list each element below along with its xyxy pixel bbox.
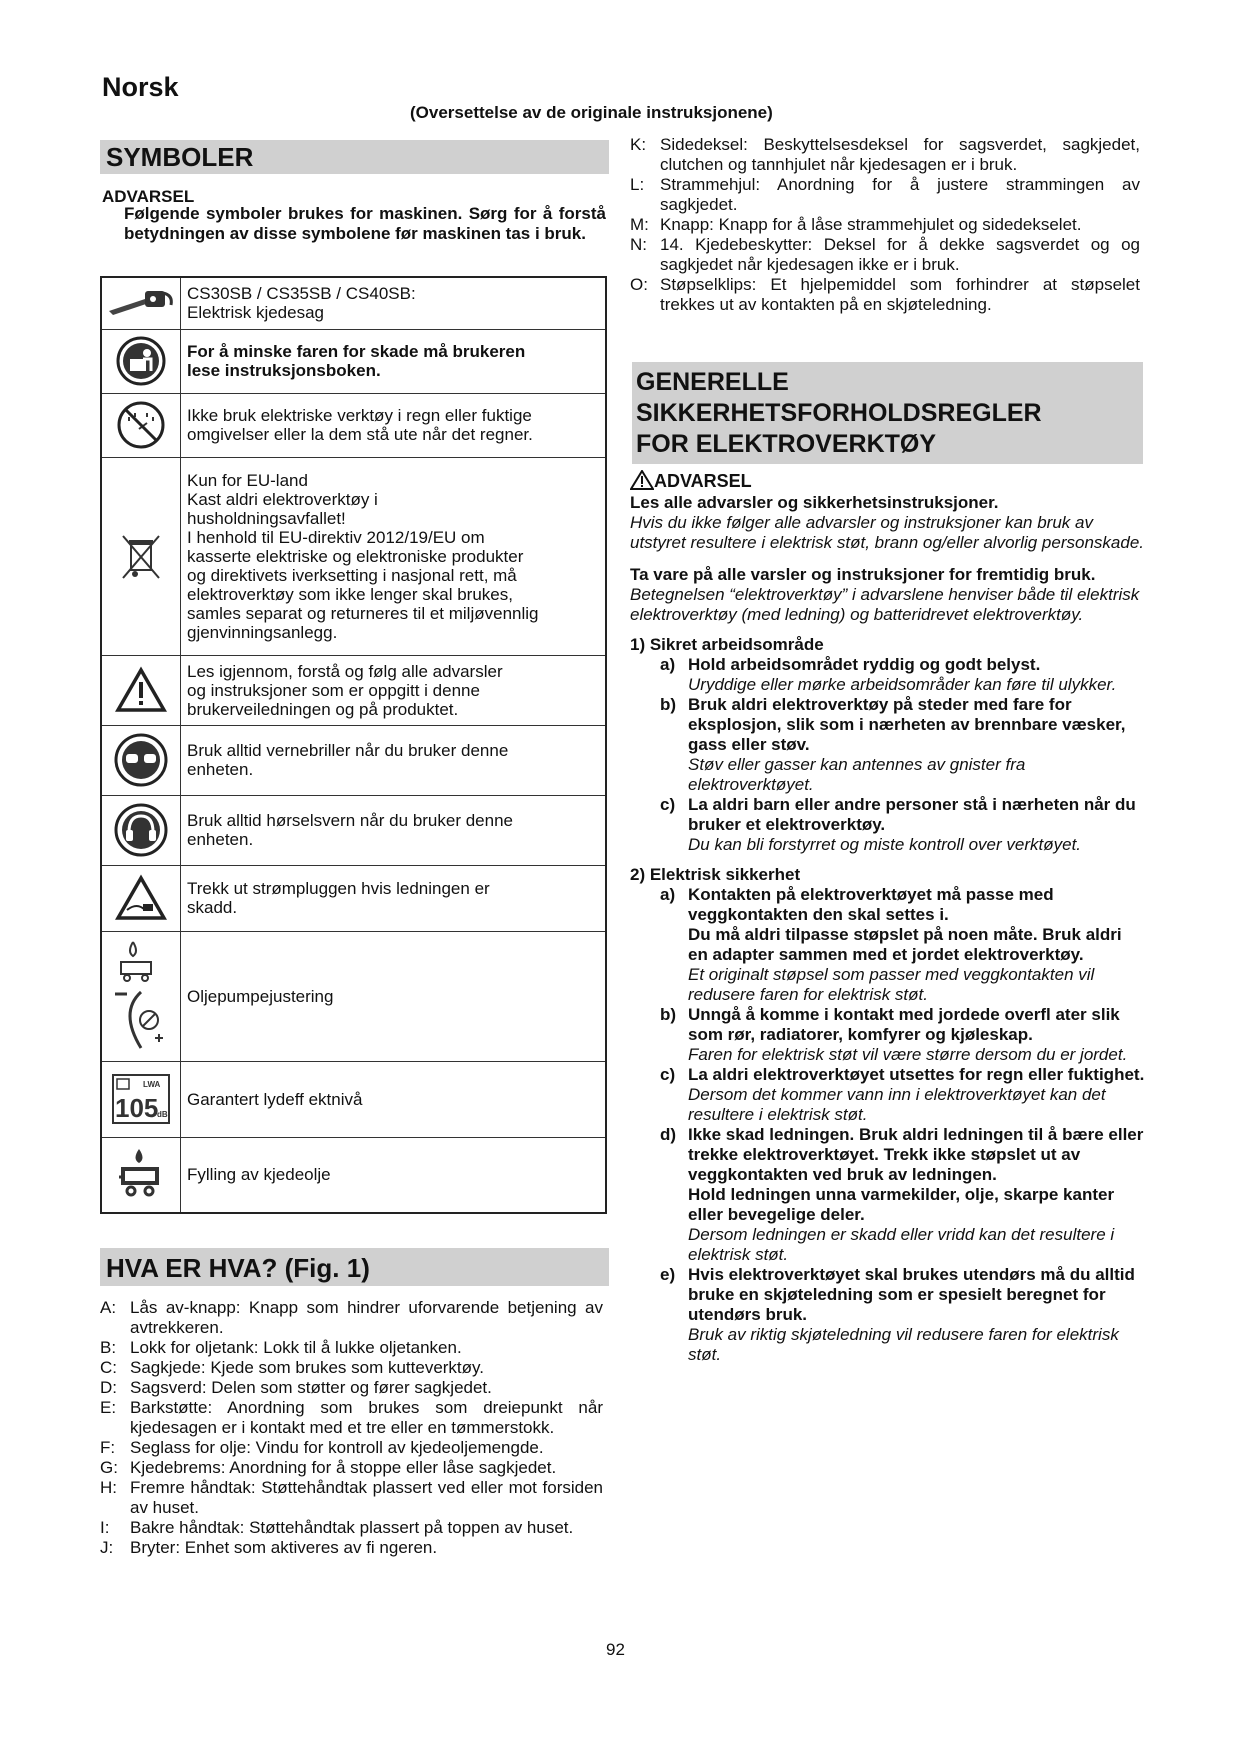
symbol-text-line: Les igjennom, forstå og følg alle advarsler xyxy=(187,661,503,681)
list-item xyxy=(630,175,1140,215)
list-item xyxy=(630,795,1145,855)
item-text: Seglass for olje: Vindu for kontroll av kjedeoljemengde. xyxy=(130,1438,544,1457)
read-manual-icon xyxy=(101,329,181,393)
list-item xyxy=(630,885,1145,1005)
symbol-text-line: Oljepumpejustering xyxy=(187,986,334,1006)
symbol-row-text xyxy=(181,393,607,457)
symbol-row-text xyxy=(181,725,607,795)
symbol-row xyxy=(101,457,606,655)
sound-db-label: dB xyxy=(157,1110,168,1119)
item-letter: d) xyxy=(660,1125,677,1144)
list-item xyxy=(630,215,1140,235)
item-letter: b) xyxy=(660,695,677,714)
symbol-text-line: samles separat og returneres til et miljøvennlig xyxy=(187,603,539,623)
symbol-text-line: brukerveiledningen og på produktet. xyxy=(187,699,459,719)
item-italic: Uryddige eller mørke arbeidsområder kan føre til ulykker. xyxy=(688,675,1117,694)
item-letter: e) xyxy=(660,1265,676,1284)
parts-list xyxy=(100,1298,603,1558)
item-bold: Ikke skad ledningen. Bruk aldri ledningen til å bære eller trekke elektroverktøyet. Trekk ikke støpslet ut av veggkontakten ved bruk av ledningen. xyxy=(688,1125,1144,1184)
list-item xyxy=(630,655,1145,695)
unplug-warning-icon xyxy=(101,865,181,931)
item-bold-2: Hold ledningen unna varmekilder, olje, skarpe kanter eller bevegelige deler. xyxy=(688,1185,1115,1224)
item-letter: M: xyxy=(630,215,649,234)
symbol-text-line: og instruksjoner som er oppgitt i denne xyxy=(187,680,480,700)
symbol-row xyxy=(101,725,606,795)
list-item xyxy=(630,1265,1145,1365)
ear-protection-icon xyxy=(101,795,181,865)
electrical-safety-section xyxy=(630,865,1155,1365)
item-text: Sidedeksel: Beskyttelsesdeksel for sagsverdet, sagkjedet, clutchen og tannhjulet når kjedesagen er i bruk. xyxy=(660,135,1140,174)
document-subtitle: (Oversettelse av de originale instruksjonene) xyxy=(410,103,773,122)
symbol-text-line: Kast aldri elektroverktøy i xyxy=(187,489,378,509)
item-letter: F: xyxy=(100,1438,116,1457)
symbol-text-line: skadd. xyxy=(187,898,238,917)
list-item xyxy=(100,1398,603,1438)
list-item xyxy=(100,1458,603,1478)
item-letter: N: xyxy=(630,235,647,254)
item-letter: J: xyxy=(100,1538,114,1557)
symbol-row xyxy=(101,1137,606,1213)
symbol-text-line: omgivelser eller la dem stå ute når det regner. xyxy=(187,425,533,444)
item-letter: B: xyxy=(100,1338,117,1357)
symbol-row-text xyxy=(181,277,607,329)
read-all-text: Les alle advarsler og sikkerhetsinstruksjoner. xyxy=(630,493,999,512)
item-italic: Du kan bli forstyrret og miste kontroll over verktøyet. xyxy=(688,835,1082,854)
read-all-italic: Hvis du ikke følger alle advarsler og instruksjoner kan bruk av utstyret resultere i elektrisk støt, brann og/eller alvorlig personskade. xyxy=(630,513,1145,552)
general-safety-section-title xyxy=(632,362,1143,464)
item-letter: D: xyxy=(100,1378,117,1397)
item-bold: La aldri elektroverktøyet utsettes for regn eller fuktighet. xyxy=(688,1065,1145,1084)
oil-pump-adjust-icon xyxy=(101,931,181,1061)
symbol-row xyxy=(101,931,606,1061)
symbol-row-text xyxy=(181,655,607,725)
item-bold-2: Du må aldri tilpasse støpslet på noen måte. Bruk aldri en adapter sammen med et jordet elektroverktøy. xyxy=(688,925,1122,964)
keep-instructions-text: Ta vare på alle varsler og instruksjoner for fremtidig bruk. xyxy=(630,565,1096,584)
item-letter: A: xyxy=(100,1298,117,1317)
item-letter: E: xyxy=(100,1398,117,1417)
list-item xyxy=(630,135,1140,175)
symbol-text-line: Bruk alltid hørselsvern når du bruker denne xyxy=(187,811,513,830)
section-title: 2) Elektrisk sikkerhet xyxy=(630,865,801,884)
item-letter: I: xyxy=(100,1518,110,1537)
item-bold: Hvis elektroverktøyet skal brukes utendørs må du alltid bruke en skjøteledning som er spesielt beregnet for utendørs bruk. xyxy=(688,1265,1135,1324)
item-text: Kjedebrems: Anordning for å stoppe eller låse sagkjedet. xyxy=(130,1458,557,1477)
list-item xyxy=(630,1125,1145,1265)
item-text: Sagsverd: Delen som støtter og fører sagkjedet. xyxy=(130,1378,492,1397)
symbol-text-line: og direktivets iverksetting i nasjonal rett, må xyxy=(187,565,517,585)
general-intro xyxy=(630,470,1155,1365)
item-letter: O: xyxy=(630,275,648,294)
item-text: Støpselklips: Et hjelpemiddel som forhindrer at støpselet trekkes ut av kontakten på en skjøteledning. xyxy=(660,275,1140,314)
item-text: Fremre håndtak: Støttehåndtak plassert ved eller mot forsiden av huset. xyxy=(130,1478,603,1517)
symbol-text-line: Bruk alltid vernebriller når du bruker denne xyxy=(187,741,509,760)
list-item xyxy=(100,1338,603,1358)
symbol-text-line: gjenvinningsanlegg. xyxy=(187,622,338,642)
item-letter: C: xyxy=(100,1358,117,1377)
sound-level-value: 105 xyxy=(115,1093,159,1123)
list-item xyxy=(630,235,1140,275)
item-letter: c) xyxy=(660,1065,676,1084)
page-number: 92 xyxy=(606,1640,625,1659)
symbol-text-line: Fylling av kjedeolje xyxy=(187,1165,331,1185)
warning-label: ADVARSEL xyxy=(654,471,752,491)
weee-bin-icon xyxy=(101,457,181,655)
symbol-text-line: enheten. xyxy=(187,760,254,779)
item-text: 14. Kjedebeskytter: Deksel for å dekke sagsverdet og og sagkjedet når kjedesagen ikke er i bruk. xyxy=(660,235,1140,274)
symbol-row xyxy=(101,795,606,865)
list-item xyxy=(100,1378,603,1398)
symbol-text-line: husholdningsavfallet! xyxy=(187,508,346,528)
parts-list-continued xyxy=(630,135,1140,315)
symbol-row xyxy=(101,329,606,393)
item-letter: c) xyxy=(660,795,676,814)
item-text: Strammehjul: Anordning for å justere strammingen av sagkjedet. xyxy=(660,175,1140,214)
symbol-text-line: CS30SB / CS35SB / CS40SB: xyxy=(187,284,416,304)
symbol-row xyxy=(101,277,606,329)
symbol-text-line: kasserte elektriske og elektroniske produkter xyxy=(187,546,524,566)
title-line: GENERELLE xyxy=(636,368,789,396)
symbol-row-text xyxy=(181,795,607,865)
item-bold: Unngå å komme i kontakt med jordede overfl ater slik som rør, radiatorer, komfyrer og kjøleskap. xyxy=(688,1005,1120,1044)
item-text: Barkstøtte: Anordning som brukes som dreiepunkt når kjedesagen er i kontakt med et tre eller en tømmerstokk. xyxy=(130,1398,603,1437)
item-bold: Hold arbeidsområdet ryddig og godt belyst. xyxy=(688,655,1041,674)
symbol-row-text xyxy=(181,329,607,393)
list-item xyxy=(100,1358,603,1378)
keep-instructions-italic: Betegnelsen “elektroverktøy” i advarslene henviser både til elektrisk elektroverktøy (med ledning) og batteridrevet elektroverktøy. xyxy=(630,585,1140,624)
symbol-text-line: Kun for EU-land xyxy=(187,470,308,490)
item-bold: Kontakten på elektroverktøyet må passe med veggkontakten den skal settes i. xyxy=(688,885,1054,924)
symbol-text-line: Trekk ut strømpluggen hvis ledningen er xyxy=(187,879,490,898)
symbol-text-line: lese instruksjonsboken. xyxy=(187,361,381,380)
work-area-section xyxy=(630,635,1155,855)
list-item xyxy=(100,1538,603,1558)
symbol-row-text xyxy=(181,865,607,931)
symbol-row xyxy=(101,865,606,931)
sound-unit-label: LWA xyxy=(143,1080,161,1089)
list-item xyxy=(630,275,1140,315)
item-letter: H: xyxy=(100,1478,117,1497)
symbol-row xyxy=(101,1061,606,1137)
symbol-row xyxy=(101,393,606,457)
symbol-text-line: Elektrisk kjedesag xyxy=(187,303,325,323)
list-item xyxy=(630,1065,1145,1125)
item-letter: K: xyxy=(630,135,647,154)
symbols-table xyxy=(100,276,607,1214)
symbol-text-line: For å minske faren for skade må brukeren xyxy=(187,342,526,361)
item-text: Lås av-knapp: Knapp som hindrer uforvarende betjening av avtrekkeren. xyxy=(130,1298,603,1337)
symbol-text-line: enheten. xyxy=(187,830,254,849)
list-item xyxy=(100,1478,603,1518)
item-letter: b) xyxy=(660,1005,677,1024)
item-italic: Et originalt støpsel som passer med veggkontakten vil redusere faren for elektrisk støt. xyxy=(688,965,1095,1004)
what-is-what-section-title: HVA ER HVA? (Fig. 1) xyxy=(100,1248,609,1286)
item-italic: Støv eller gasser kan antennes av gnister fra elektroverktøyet. xyxy=(688,755,1026,794)
safety-glasses-icon xyxy=(101,725,181,795)
item-bold: La aldri barn eller andre personer stå i nærheten når du bruker et elektroverktøy. xyxy=(688,795,1136,834)
item-italic: Bruk av riktig skjøteledning vil redusere faren for elektrisk støt. xyxy=(688,1325,1119,1364)
warning-triangle-icon xyxy=(101,655,181,725)
title-line: FOR ELEKTROVERKTØY xyxy=(636,430,937,458)
symbol-row-text xyxy=(181,1137,607,1213)
item-text: Bryter: Enhet som aktiveres av fi ngeren. xyxy=(130,1538,438,1557)
item-text: Lokk for oljetank: Lokk til å lukke oljetanken. xyxy=(130,1338,462,1357)
chainsaw-icon xyxy=(101,277,181,329)
item-italic: Dersom ledningen er skadd eller vridd kan det resultere i elektrisk støt. xyxy=(688,1225,1115,1264)
item-text: Bakre håndtak: Støttehåndtak plassert på toppen av huset. xyxy=(130,1518,574,1537)
language-heading: Norsk xyxy=(102,72,179,102)
symbols-warning-label: ADVARSEL xyxy=(102,187,195,206)
symbol-row-text xyxy=(181,457,607,655)
symbol-text-line: elektroverktøy som ikke lenger skal brukes, xyxy=(187,584,513,604)
item-text: Knapp: Knapp for å låse strammehjulet og sidedekselet. xyxy=(660,215,1082,234)
item-text: Sagkjede: Kjede som brukes som kutteverktøy. xyxy=(130,1358,485,1377)
symbols-section-title: SYMBOLER xyxy=(100,140,609,174)
section-title: 1) Sikret arbeidsområde xyxy=(630,635,824,654)
symbols-warning-text: Følgende symboler brukes for maskinen. Sørg for å forstå betydningen av disse symbolene før maskinen tas i bruk. xyxy=(124,204,606,243)
no-rain-icon xyxy=(101,393,181,457)
warning-header xyxy=(630,470,1155,491)
symbol-row-text xyxy=(181,1061,607,1137)
oil-fill-icon xyxy=(101,1137,181,1213)
item-letter: L: xyxy=(630,175,645,194)
symbol-text-line: I henhold til EU-direktiv 2012/19/EU om xyxy=(187,527,485,547)
item-italic: Faren for elektrisk støt vil være større dersom du er jordet. xyxy=(688,1045,1128,1064)
title-line: SIKKERHETSFORHOLDSREGLER xyxy=(636,399,1042,427)
symbol-row xyxy=(101,655,606,725)
list-item xyxy=(100,1518,603,1538)
item-bold: Bruk aldri elektroverktøy på steder med fare for eksplosjon, slik som i nærheten av brennbare væsker, gass eller støv. xyxy=(688,695,1126,754)
item-letter: a) xyxy=(660,885,676,904)
item-italic: Dersom det kommer vann inn i elektroverktøyet kan det resultere i elektrisk støt. xyxy=(688,1085,1106,1124)
warning-triangle-icon xyxy=(630,470,654,490)
list-item xyxy=(100,1438,603,1458)
list-item xyxy=(630,1005,1145,1065)
symbol-row-text xyxy=(181,931,607,1061)
sound-level-icon xyxy=(101,1061,181,1137)
list-item xyxy=(100,1298,603,1338)
list-item xyxy=(630,695,1145,795)
item-letter: a) xyxy=(660,655,676,674)
symbol-text-line: Garantert lydeff ektnivå xyxy=(187,1089,363,1109)
item-letter: G: xyxy=(100,1458,118,1477)
symbol-text-line: Ikke bruk elektriske verktøy i regn eller fuktige xyxy=(187,406,532,425)
